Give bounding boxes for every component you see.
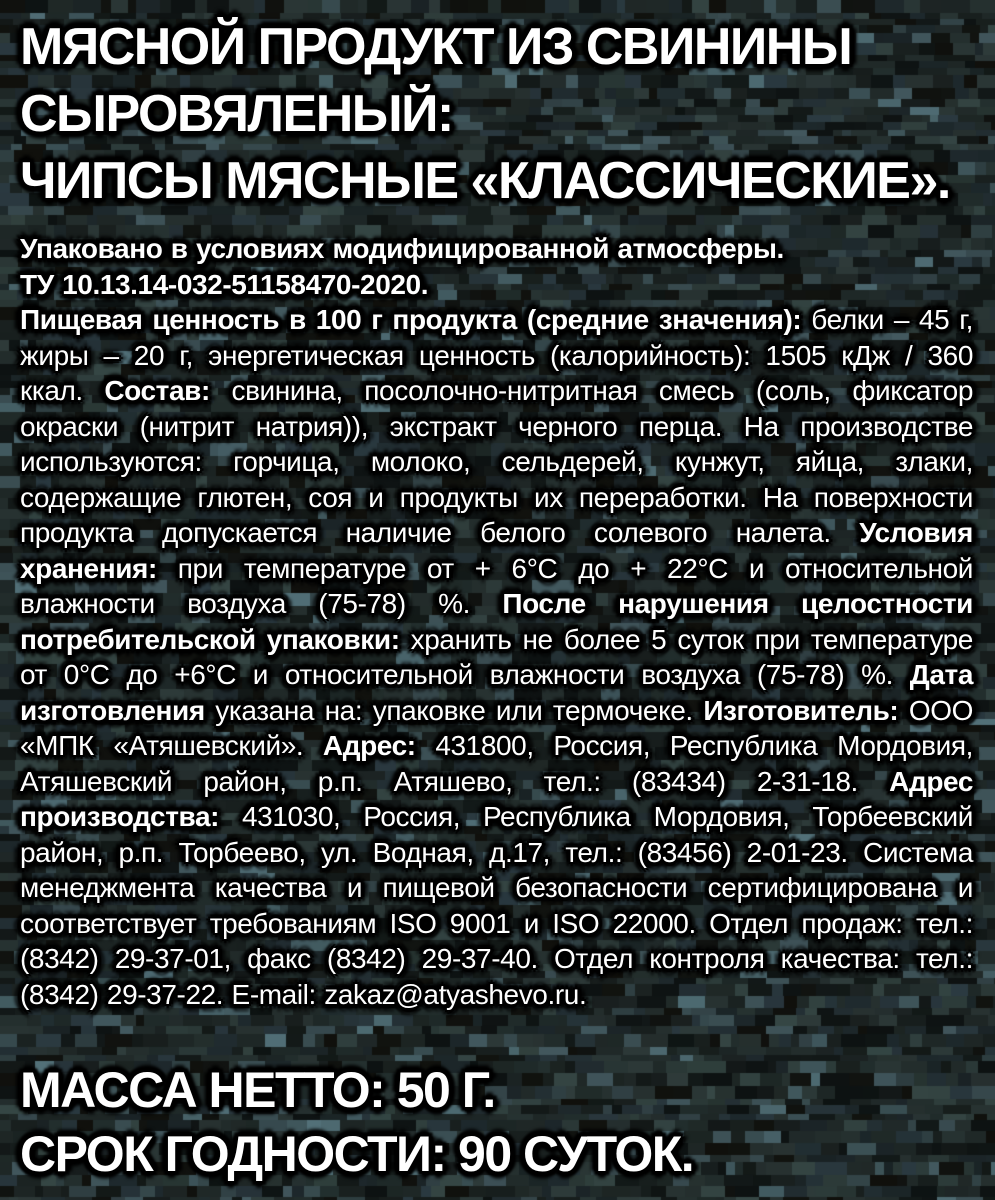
title-line-3: ЧИПСЫ МЯСНЫЕ «КЛАССИЧЕСКИЕ». [20,152,950,210]
packaging-note: Упаковано в условиях модифицированной атмосферы. [20,233,784,264]
product-info-paragraph: Пищевая ценность в 100 г продукта (средние значения): белки – 45 г, жиры – 20 г, энергетическая ценность (калорийность): 1505 кДж / 360 ккал. Состав: свинина, посолочно-нитритная смесь (соль, фиксатор окраски (нитрит натрия)), экстракт черного перца. На производстве используются: горчица, молоко, сельдерей, кунжут, яйца, злаки, содержащие глютен, соя и продукты их переработки. На поверхности продукта допускается наличие белого солевого налета. Условия хранения: при температуре от + 6°С до + 22°С и относительной влажности воздуха (75-78) %. После нарушения целостности потребительской упаковки: хранить не более 5 суток при температуре от 0°С до +6°С и относительной влажности воздуха (75-78) %. Дата изготовления указана на: упаковке или термочеке. Изготовитель: ООО «МПК «Атяшевский». Адрес: 431800, Россия, Республика Мордовия, Атяшевский район, р.п. Атяшево, тел.: (83434) 2-31-18. Адрес производства: 431030, Россия, Республика Мордовия, Торбеевский район, р.п. Торбеево, ул. Водная, д.17, тел.: (83456) 2-01-23. Система менеджмента качества и пищевой безопасности сертифицирована и соответствует требованиям ISO 9001 и ISO 22000. Отдел продаж: тел.: (8342) 29-37-01, факс (8342) 29-37-40. Отдел контроля качества: тел.: (8342) 29-37-22. E-mail: zakaz@atyashevo.ru. [20,304,974,1010]
title-line-2: СЫРОВЯЛЕНЫЙ: [20,85,453,143]
product-title [20,14,973,215]
label-body [20,231,973,1012]
shelf-life: СРОК ГОДНОСТИ: 90 СУТОК. [20,1126,694,1182]
tu-number: ТУ 10.13.14-032-51158470-2020. [20,268,429,300]
title-line-1: МЯСНОЙ ПРОДУКТ ИЗ СВИНИНЫ [20,18,852,76]
net-weight: МАССА НЕТТО: 50 Г. [20,1062,495,1118]
label-footer [20,1058,973,1186]
